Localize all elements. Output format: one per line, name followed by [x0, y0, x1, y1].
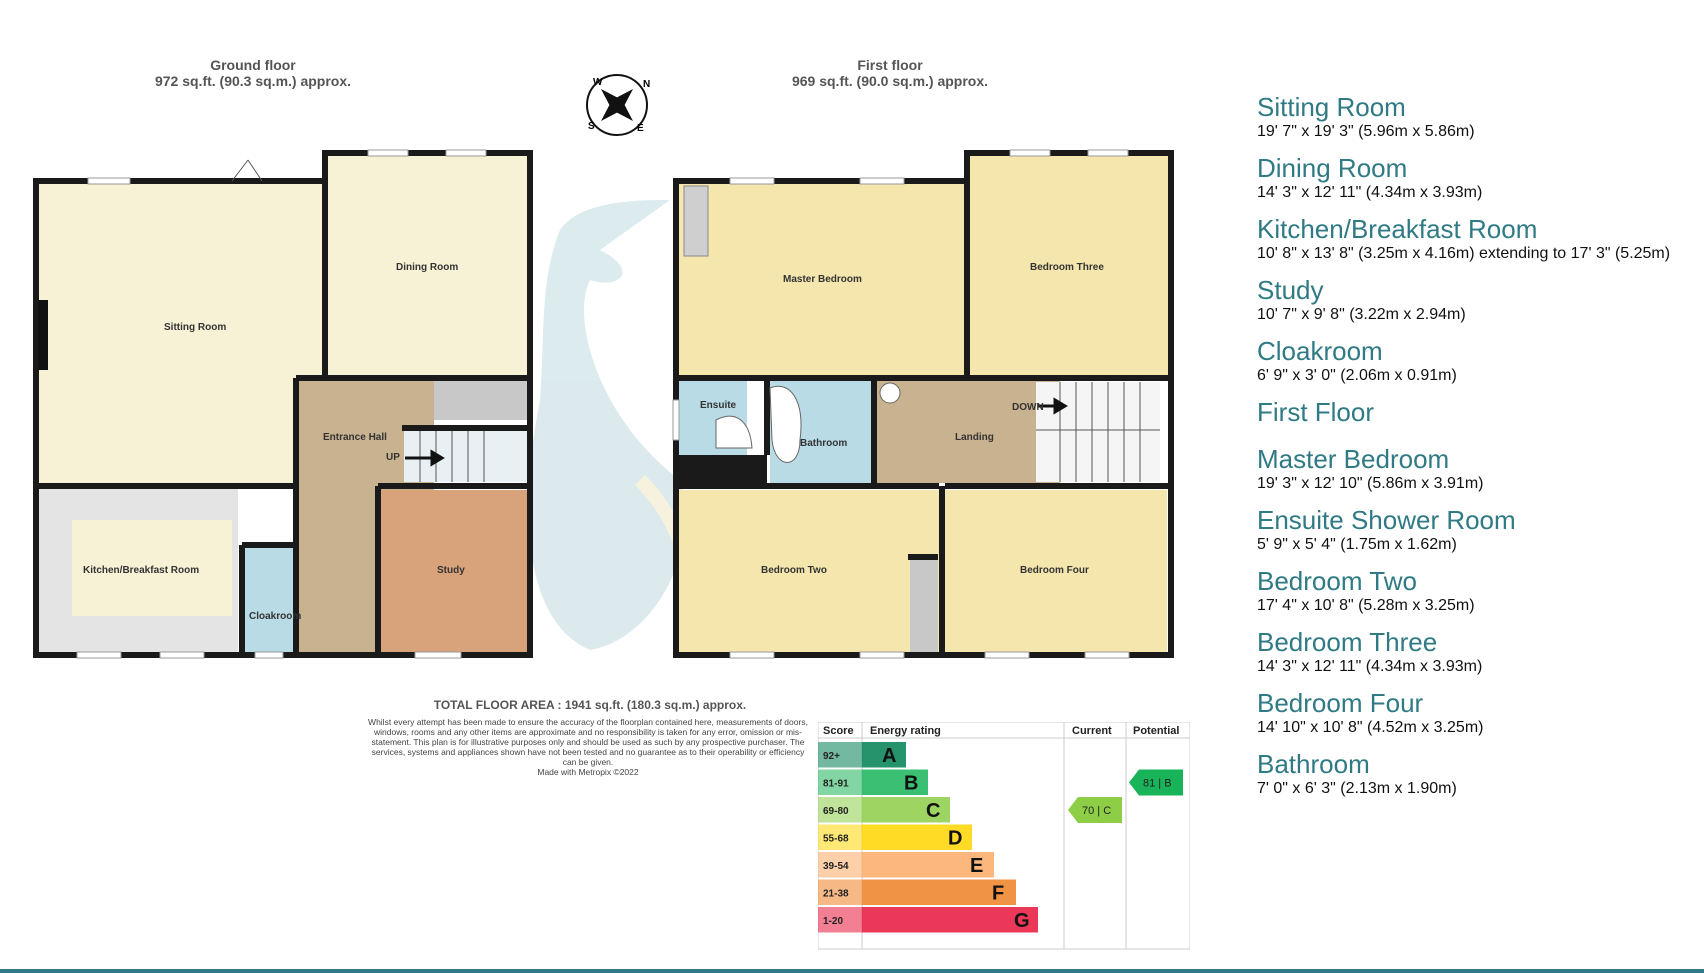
ground-floor-name: Ground floor: [210, 57, 296, 73]
stairs-down-area: [1036, 382, 1160, 482]
room-name: Bedroom Three: [1257, 627, 1438, 657]
room-name: Bathroom: [1257, 749, 1370, 779]
epc-header-rating: Energy rating: [870, 725, 941, 737]
room-entry: [1257, 444, 1697, 494]
room-name: Sitting Room: [1257, 92, 1406, 122]
epc-band-g: [818, 907, 1038, 933]
epc-current-marker: [1068, 797, 1122, 823]
room-name: Study: [1257, 275, 1324, 305]
epc-band-range: 92+: [823, 751, 840, 762]
label-study: Study: [437, 565, 465, 576]
bottom-accent-bar: [0, 969, 1704, 973]
boiler-cupboard: [880, 383, 900, 403]
epc-band-a: [818, 742, 906, 768]
disclaimer-text: Whilst every attempt has been made to ensure the accuracy of the floorplan contained here, measurements of doors, windows, rooms and any other items are approximate and no responsibility is taken for any error, omission or mis-statement. This plan is for illustrative purposes only and should be used as such by any prospective purchaser. The services, systems and appliances shown have not been tested and no guarantee as to their operability or efficiency can be given.: [368, 717, 808, 767]
label-bedroom-two: Bedroom Two: [761, 565, 827, 576]
room-name: Bedroom Four: [1257, 688, 1424, 718]
epc-band-range: 39-54: [823, 861, 849, 872]
room-dimensions: 5' 9" x 5' 4" (1.75m x 1.62m): [1257, 536, 1457, 553]
epc-band-b: [818, 770, 928, 796]
epc-band-range: 55-68: [823, 833, 849, 845]
label-bedroom-four: Bedroom Four: [1020, 565, 1089, 576]
first-room-list: [1257, 444, 1697, 799]
epc-band-range: 69-80: [823, 806, 849, 817]
room-entry: [1257, 92, 1697, 142]
room-dimensions: 19' 7" x 19' 3" (5.96m x 5.86m): [1257, 123, 1475, 140]
epc-band-letter: E: [970, 855, 984, 877]
room-entry: [1257, 336, 1697, 386]
compass-s: S: [588, 121, 595, 132]
room-entry: [1257, 214, 1697, 264]
room-name: Master Bedroom: [1257, 444, 1450, 474]
room-dimensions: 7' 0" x 6' 3" (2.13m x 1.90m): [1257, 780, 1457, 797]
label-kitchen: Kitchen/Breakfast Room: [83, 565, 200, 576]
room-dimensions: 17' 4" x 10' 8" (5.28m x 3.25m): [1257, 597, 1475, 614]
ground-floor-plan: [36, 150, 530, 658]
epc-band-letter: A: [882, 745, 897, 767]
epc-header-score: Score: [823, 725, 854, 737]
ground-room-list: [1257, 92, 1697, 386]
room-dimensions: 14' 3" x 12' 11" (4.34m x 3.93m): [1257, 184, 1483, 201]
epc-chart: [818, 722, 1190, 952]
label-ensuite: Ensuite: [700, 400, 737, 411]
stairs-up-area: [404, 430, 527, 482]
sitting-room-area: [38, 184, 325, 484]
room-dimensions: 10' 8" x 13' 8" (3.25m x 4.16m) extending to 17' 3" (5.25m): [1257, 245, 1671, 262]
room-entry: [1257, 749, 1697, 799]
room-entry: [1257, 566, 1697, 616]
epc-band-letter: B: [904, 772, 919, 795]
label-dining-room: Dining Room: [396, 262, 459, 273]
room-name: Cloakroom: [1257, 336, 1383, 366]
watermark-logo: [528, 200, 692, 650]
label-sitting-room: Sitting Room: [164, 322, 227, 333]
room-entry: [1257, 505, 1697, 555]
label-cloakroom: Cloakroom: [249, 611, 302, 622]
total-floor-area: TOTAL FLOOR AREA : 1941 sq.ft. (180.3 sq.m.) approx.: [433, 698, 747, 712]
epc-potential-marker: [1129, 770, 1183, 796]
epc-band-letter: D: [948, 827, 963, 850]
compass-n: N: [643, 79, 651, 90]
room-entry: [1257, 627, 1697, 677]
room-dimensions: 19' 3" x 12' 10" (5.86m x 3.91m): [1257, 475, 1484, 492]
epc-band-letter: C: [926, 800, 941, 822]
master-wardrobe: [684, 186, 708, 256]
label-entrance-hall: Entrance Hall: [323, 432, 387, 443]
compass-w: W: [593, 77, 603, 88]
hall-cupboard: [434, 380, 527, 420]
room-dimensions: 6' 9" x 3' 0" (2.06m x 0.91m): [1257, 367, 1457, 384]
compass-icon: [587, 75, 650, 135]
bedroom-two-cupboard: [910, 557, 938, 653]
fireplace: [38, 300, 48, 370]
room-entry: [1257, 153, 1697, 203]
first-floor-plan: [673, 150, 1171, 658]
label-master-bedroom: Master Bedroom: [783, 274, 862, 285]
label-down: DOWN: [1012, 402, 1044, 413]
epc-header-potential: Potential: [1133, 725, 1180, 737]
label-bedroom-three: Bedroom Three: [1030, 262, 1104, 273]
epc-band-e: [818, 852, 994, 878]
epc-current-label: 70 | C: [1082, 805, 1112, 817]
cloakroom-area: [243, 548, 295, 653]
room-name: Kitchen/Breakfast Room: [1257, 214, 1538, 244]
room-schedule: [1257, 92, 1697, 810]
label-up: UP: [386, 452, 400, 463]
epc-potential-label: 81 | B: [1143, 777, 1172, 790]
epc-band-letter: F: [992, 882, 1005, 905]
first-floor-area: 969 sq.ft. (90.0 sq.m.) approx.: [791, 73, 989, 89]
room-entry: [1257, 275, 1697, 325]
epc-band-range: 1-20: [823, 916, 844, 927]
room-dimensions: 14' 10" x 10' 8" (4.52m x 3.25m): [1257, 719, 1484, 736]
french-doors: [232, 160, 262, 181]
epc-band-letter: G: [1014, 910, 1030, 932]
room-name: Bedroom Two: [1257, 566, 1417, 596]
room-dimensions: 14' 3" x 12' 11" (4.34m x 3.93m): [1257, 658, 1483, 675]
room-dimensions: 10' 7" x 9' 8" (3.22m x 2.94m): [1257, 306, 1466, 323]
label-bathroom: Bathroom: [800, 438, 848, 449]
epc-band-range: 21-38: [823, 888, 849, 900]
landing-area: [874, 378, 1060, 483]
epc-band-d: [818, 825, 972, 851]
compass-e: E: [637, 123, 644, 134]
epc-band-range: 81-91: [823, 778, 849, 790]
ground-floor-area: 972 sq.ft. (90.3 sq.m.) approx.: [154, 73, 352, 89]
epc-header-current: Current: [1072, 725, 1112, 737]
room-entry: [1257, 688, 1697, 738]
first-floor-heading: First Floor: [1257, 397, 1374, 427]
room-name: Ensuite Shower Room: [1257, 505, 1516, 535]
disclaimer: [368, 717, 808, 777]
made-with: Made with Metropix ©2022: [537, 767, 639, 777]
label-landing: Landing: [955, 432, 994, 443]
epc-band-c: [818, 797, 950, 823]
first-floor-name: First floor: [857, 57, 923, 73]
room-name: Dining Room: [1257, 153, 1408, 183]
epc-band-f: [818, 880, 1016, 906]
